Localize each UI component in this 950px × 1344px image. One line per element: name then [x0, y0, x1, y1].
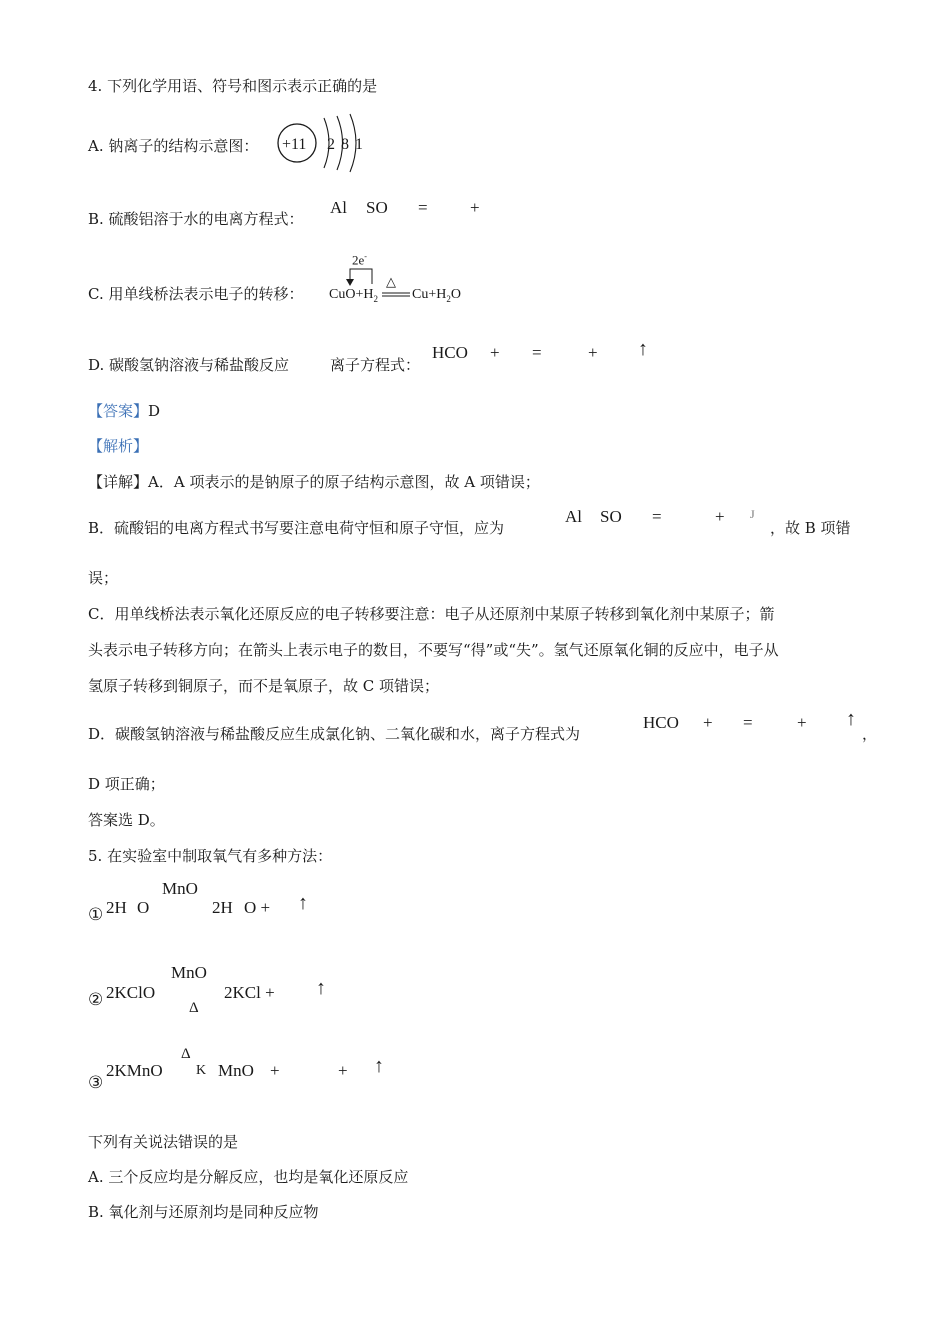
q4-option-c-label: C. 用单线桥法表示电子的转移： [88, 285, 304, 303]
detail-b-eq-plus: + [715, 507, 725, 526]
r3-number: ③ [88, 1073, 104, 1093]
q5-question: 下列有关说法错误的是 [88, 1133, 239, 1151]
r2-right: 2KCl + [224, 983, 275, 1002]
r3-left: 2KMnO [106, 1061, 163, 1080]
r3-plus2: + [338, 1061, 348, 1080]
d-eq-plus1: + [490, 343, 500, 362]
r2-condition: Δ [189, 1000, 199, 1016]
detail-b-eq-equals: = [652, 507, 662, 526]
detail-b-eq-fragment: J [750, 507, 755, 521]
detail-a: 【详解】A．A 项表示的是钠原子的原子结构示意图，故 A 项错误； [88, 473, 540, 491]
d-eq-gas-arrow: ↑ [638, 338, 648, 360]
d-eq-hco: HCO [432, 343, 468, 362]
detail-d-eq-plus1: + [703, 713, 713, 732]
c-eq-left: $CuO+H_2$ [329, 287, 378, 304]
r2-number: ② [88, 990, 104, 1010]
q5-option-b: B. 氧化剂与还原剂均是同种反应物 [88, 1203, 319, 1221]
r1-right-2: O + [244, 898, 271, 917]
detail-d-line2: D 项正确； [88, 775, 165, 793]
r3-k: K [196, 1063, 207, 1078]
r1-gas-arrow: ↑ [298, 892, 308, 914]
c-electron-count: 2e- [352, 252, 367, 268]
detail-c-line2: 头表示电子转移方向；在箭头上表示电子的数目，不要写“得”或“失”。氢气还原氧化铜的反应中，电子从 [88, 641, 779, 659]
b-eq-so: SO [366, 198, 388, 217]
detail-d-comma: ， [862, 725, 878, 743]
answer-value: D [148, 402, 161, 420]
q4-option-d-label: D. 碳酸氢钠溶液与稀盐酸反应 [88, 356, 290, 374]
q4-option-d-label-2: 离子方程式： [330, 356, 421, 374]
b-eq-equals: = [418, 198, 428, 217]
detail-b-line2: 误； [88, 569, 119, 587]
shell-count-3: 1 [355, 136, 363, 153]
r1-catalyst: MnO [162, 879, 198, 898]
r3-condition: Δ [181, 1046, 191, 1062]
single-bridge-arrow [342, 266, 382, 288]
shell-count-1: 2 [327, 136, 335, 153]
answer-tag: 【答案】D [88, 402, 161, 420]
b-eq-al: Al [330, 198, 347, 217]
r3-mno: MnO [218, 1061, 254, 1080]
b-eq-plus: + [470, 198, 480, 217]
r2-left: 2KClO [106, 983, 156, 1002]
detail-d-eq-equals: = [743, 713, 753, 732]
r1-left-o: O [137, 898, 150, 917]
nucleus-charge: +11 [282, 136, 307, 153]
detail-d-eq-gas-arrow: ↑ [846, 708, 856, 730]
c-eq-heat: △ [386, 274, 396, 289]
analysis-tag: 【解析】 [88, 437, 149, 455]
q4-option-a-label: A. 钠离子的结构示意图： [88, 137, 259, 155]
shell-count-2: 8 [341, 136, 349, 153]
r1-number: ① [88, 905, 104, 925]
sodium-ion-structure-diagram [276, 112, 376, 178]
r1-right: 2H [212, 898, 233, 917]
detail-b-line1: B．硫酸铝的电离方程式书写要注意电荷守恒和原子守恒，应为 [88, 519, 505, 537]
c-eq-double-line [382, 292, 410, 298]
d-eq-plus2: + [588, 343, 598, 362]
r2-catalyst: MnO [171, 963, 207, 982]
detail-c-line1: C．用单线桥法表示氧化还原反应的电子转移要注意：电子从还原剂中某原子转移到氧化剂中某原子；箭 [88, 605, 775, 623]
q4-option-b-label: B. 硫酸铝溶于水的电离方程式： [88, 210, 304, 228]
r3-plus1: + [270, 1061, 280, 1080]
detail-c-line3: 氢原子转移到铜原子，而不是氧原子，故 C 项错误； [88, 677, 440, 695]
detail-d-eq-hco: HCO [643, 713, 679, 732]
detail-b-eq-al: Al [565, 507, 582, 526]
q5-option-a: A. 三个反应均是分解反应，也均是氧化还原反应 [88, 1168, 409, 1186]
q4-stem: 4. 下列化学用语、符号和图示表示正确的是 [88, 77, 378, 95]
detail-b-eq-so: SO [600, 507, 622, 526]
detail-d-eq-plus2: + [797, 713, 807, 732]
detail-b-line1-end: ，故 B 项错 [770, 519, 851, 537]
detail-d-line1: D．碳酸氢钠溶液与稀盐酸反应生成氯化钠、二氧化碳和水，离子方程式为 [88, 725, 581, 743]
q5-stem: 5. 在实验室中制取氧气有多种方法： [88, 847, 333, 865]
detail-conclusion: 答案选 D。 [88, 811, 165, 829]
d-eq-equals: = [532, 343, 542, 362]
r1-left: 2H [106, 898, 127, 917]
c-eq-right: $Cu+H_2O$ [412, 287, 461, 304]
r3-gas-arrow: ↑ [374, 1055, 384, 1077]
r2-gas-arrow: ↑ [316, 977, 326, 999]
